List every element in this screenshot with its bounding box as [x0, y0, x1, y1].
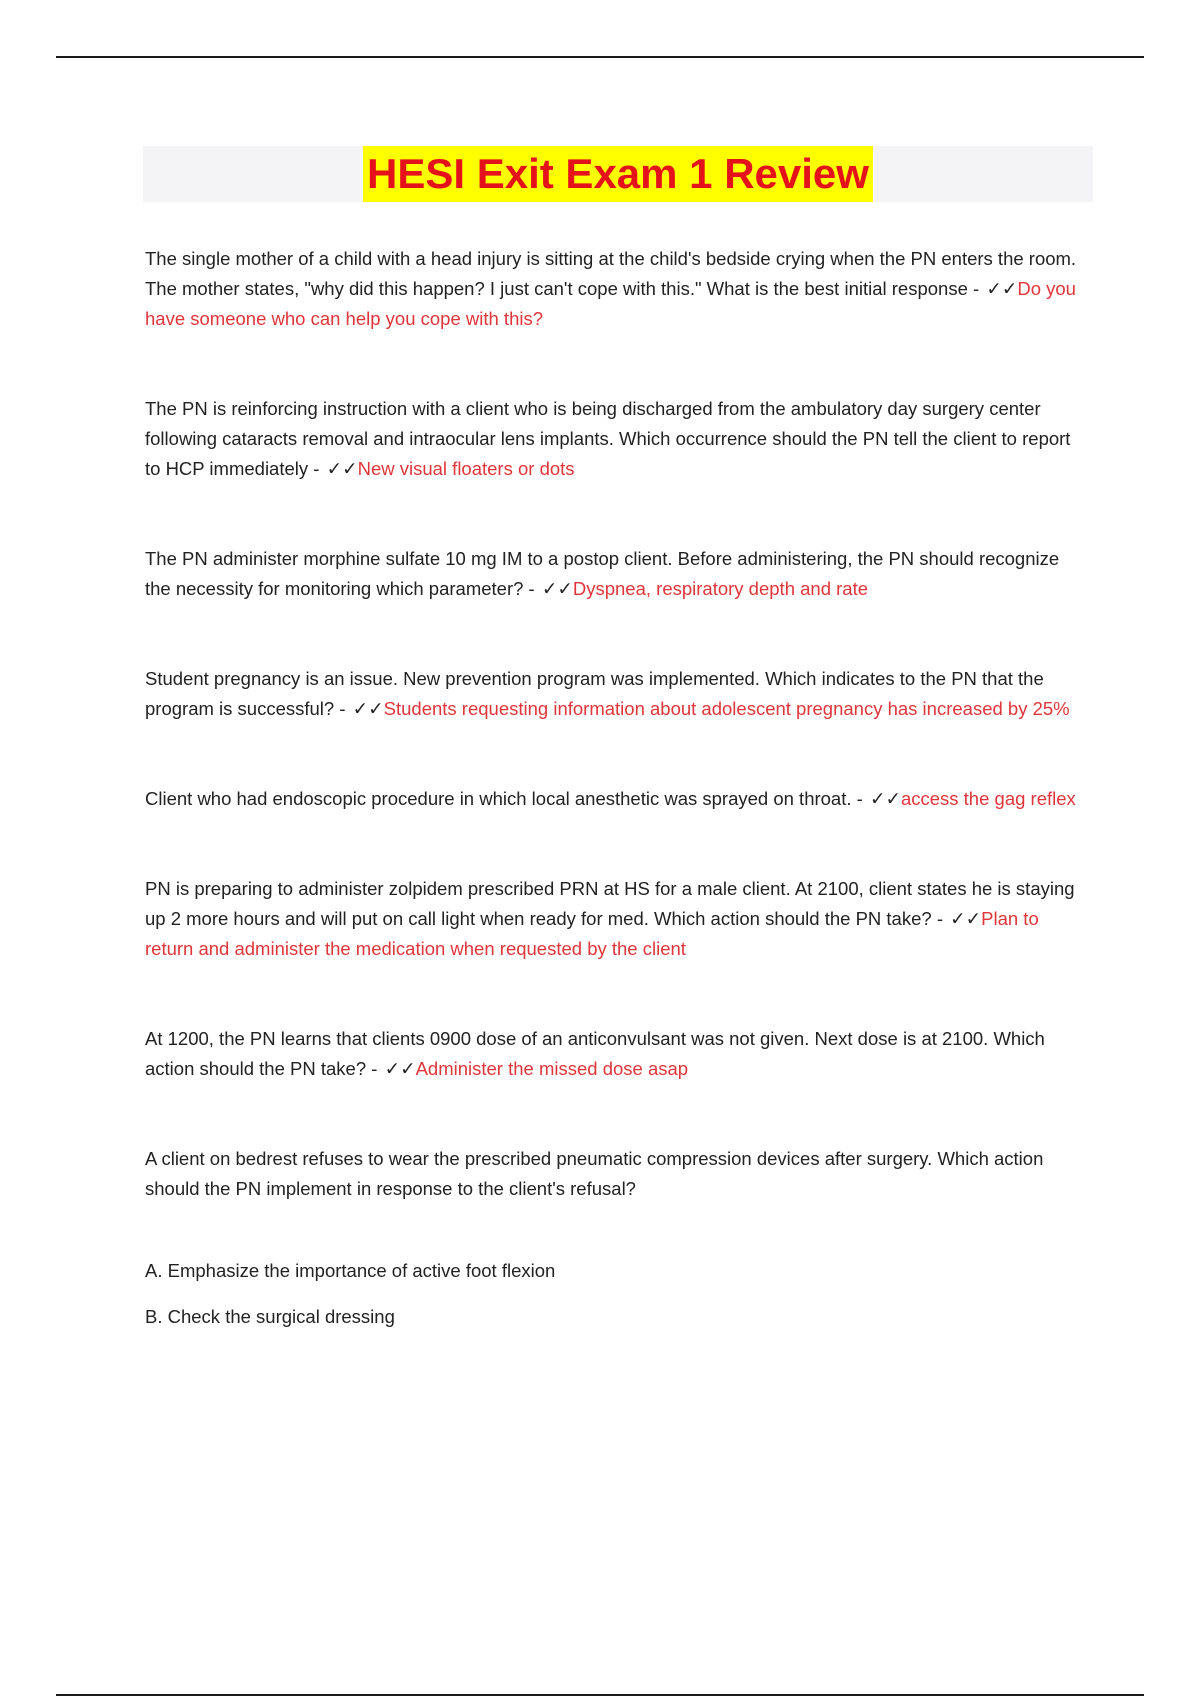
qa-item	[145, 784, 1085, 814]
top-rule	[56, 56, 1144, 58]
check-icon: ✓✓	[384, 1058, 416, 1079]
answer-text: Plan to return and administer the medication when requested by the client	[145, 908, 1039, 959]
check-icon: ✓✓	[352, 698, 384, 719]
qa-item	[145, 244, 1085, 334]
question-text: Student pregnancy is an issue. New prevention program was implemented. Which indicates to the PN that the program is successful? -	[145, 668, 1044, 719]
answer-text: Students requesting information about adolescent pregnancy has increased by 25%	[383, 698, 1070, 719]
answer-text: New visual floaters or dots	[357, 458, 575, 479]
check-icon: ✓✓	[869, 788, 901, 809]
qa-item	[145, 874, 1085, 964]
answer-text: Dyspnea, respiratory depth and rate	[572, 578, 869, 599]
check-icon: ✓✓	[541, 578, 573, 599]
check-icon: ✓✓	[986, 278, 1018, 299]
question-text: The PN is reinforcing instruction with a client who is being discharged from the ambulatory day surgery center following cataracts removal and intraocular lens implants. Which occurrence should the PN tell the client to report to HCP immediately -	[145, 398, 1071, 479]
option-b: B. Check the surgical dressing	[145, 1306, 395, 1327]
document-body	[145, 244, 1085, 1348]
question-text: At 1200, the PN learns that clients 0900 dose of an anticonvulsant was not given. Next dose is at 2100. Which action should the PN take? -	[145, 1028, 1045, 1079]
question-text: Client who had endoscopic procedure in which local anesthetic was sprayed on throat. -	[145, 788, 863, 809]
question-text: The PN administer morphine sulfate 10 mg IM to a postop client. Before administering, the PN should recognize the necessity for monitoring which parameter? -	[145, 548, 1060, 599]
answer-text: Administer the missed dose asap	[415, 1058, 689, 1079]
final-question	[145, 1144, 1085, 1204]
bottom-rule	[56, 1694, 1144, 1696]
question-text: A client on bedrest refuses to wear the prescribed pneumatic compression devices after surgery. Which action should the PN implement in response to the client's refusal?	[145, 1148, 1044, 1199]
qa-item	[145, 394, 1085, 484]
question-text: The single mother of a child with a head injury is sitting at the child's bedside crying when the PN enters the room. The mother states, "why did this happen? I just can't cope with this." What is the best initial response -	[145, 248, 1077, 299]
check-icon: ✓✓	[326, 458, 358, 479]
question-text: PN is preparing to administer zolpidem prescribed PRN at HS for a male client. At 2100, client states he is staying up 2 more hours and will put on call light when ready for med. Which action should the PN take? -	[145, 878, 1075, 929]
qa-item	[145, 664, 1085, 724]
answer-text: access the gag reflex	[900, 788, 1076, 809]
answer-text: Do you have someone who can help you cope with this?	[145, 278, 1076, 329]
page-title: HESI Exit Exam 1 Review	[363, 146, 873, 202]
check-icon: ✓✓	[950, 908, 982, 929]
answer-options	[145, 1256, 1085, 1332]
option-a: A. Emphasize the importance of active foot flexion	[145, 1260, 556, 1281]
qa-item	[145, 1024, 1085, 1084]
qa-item	[145, 544, 1085, 604]
title-band	[143, 146, 1093, 202]
